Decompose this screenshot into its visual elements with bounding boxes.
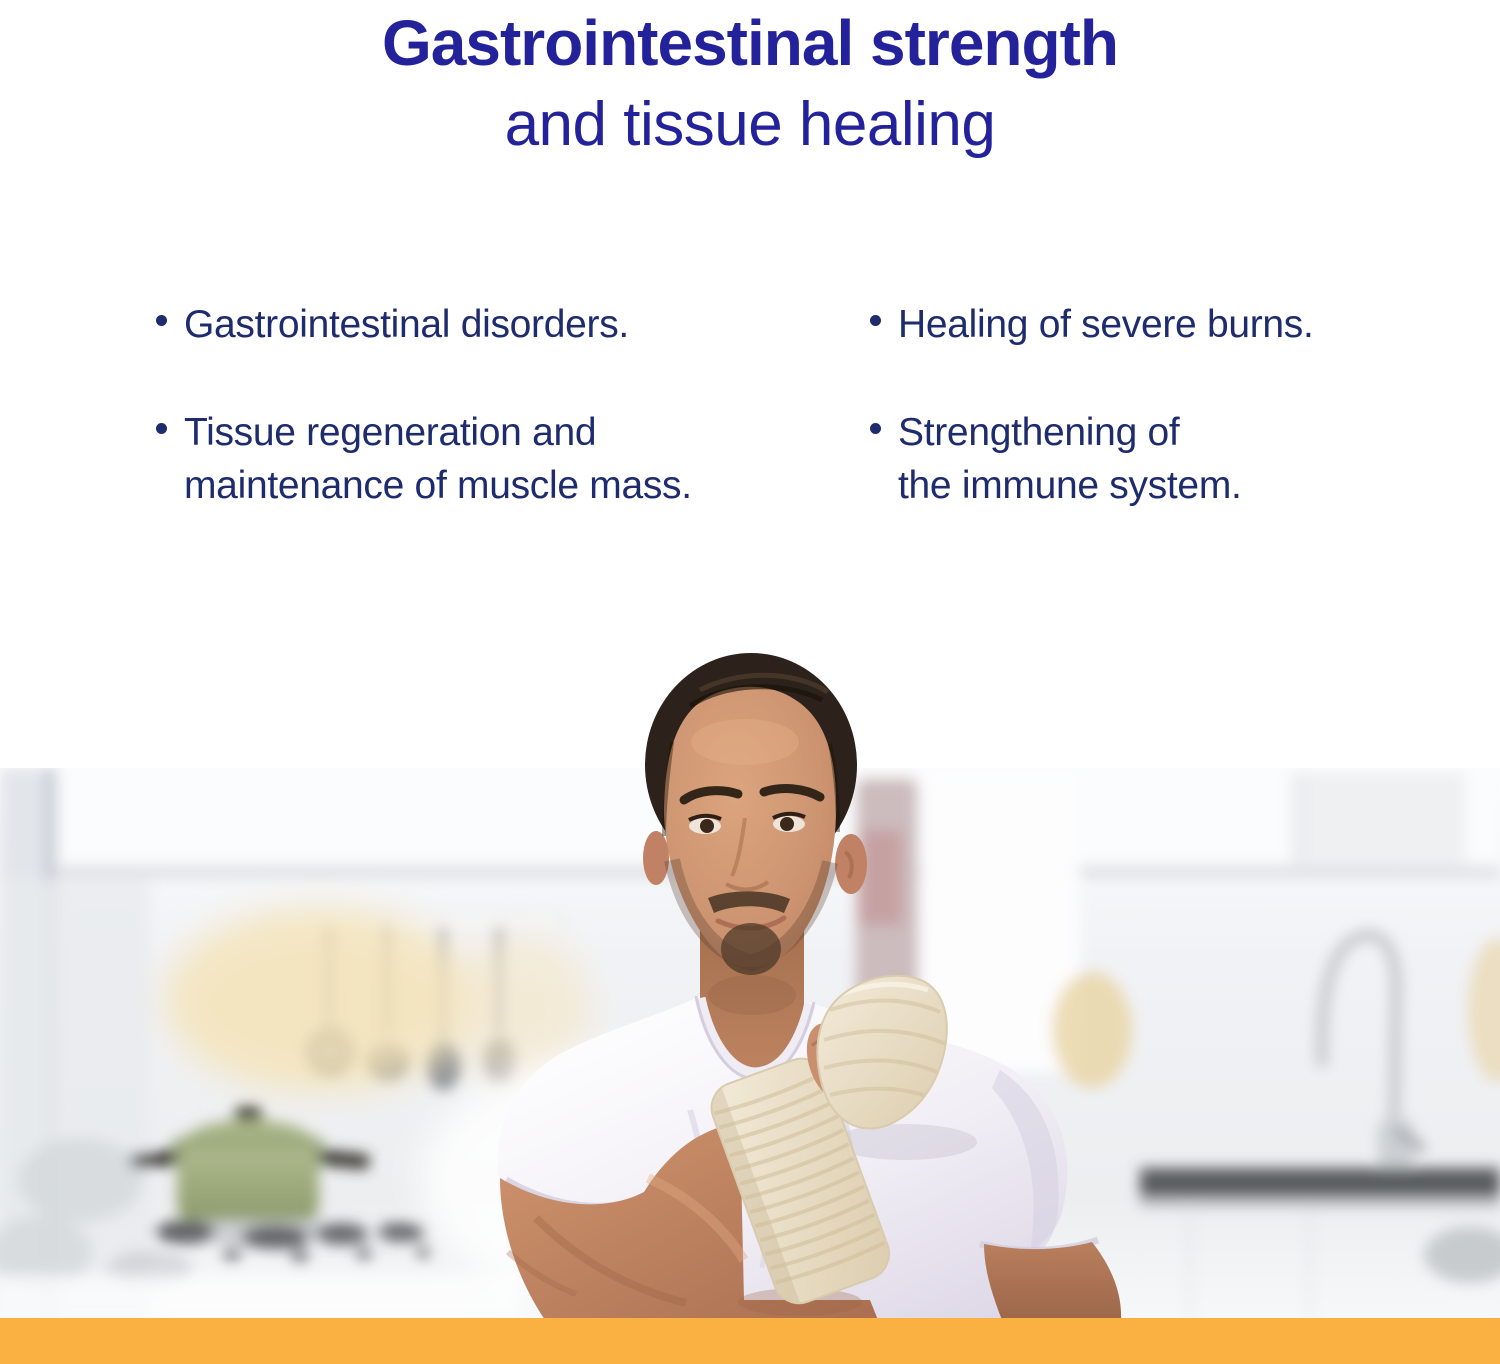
sink-counter-edge bbox=[1140, 1168, 1500, 1198]
benefit-text bbox=[898, 406, 1242, 512]
benefit-item bbox=[156, 298, 776, 351]
blurred-jar bbox=[1052, 972, 1132, 1088]
bullet-dot-icon bbox=[156, 423, 167, 434]
title-line-1: Gastrointestinal strength bbox=[382, 7, 1118, 79]
benefit-text bbox=[898, 298, 1314, 351]
accent-bar bbox=[0, 1318, 1500, 1364]
benefit-line: the immune system. bbox=[898, 464, 1242, 507]
benefit-line: Strengthening of bbox=[898, 411, 1180, 454]
benefit-item bbox=[156, 406, 776, 512]
left-ear bbox=[643, 831, 669, 885]
benefit-text bbox=[184, 298, 629, 351]
bullet-dot-icon bbox=[870, 423, 881, 434]
bullet-dot-icon bbox=[870, 315, 881, 326]
title-line-2: and tissue healing bbox=[504, 90, 996, 159]
benefit-item bbox=[870, 298, 1490, 351]
benefit-text bbox=[184, 406, 692, 512]
benefit-line: maintenance of muscle mass. bbox=[184, 464, 692, 507]
benefits-column-left bbox=[156, 298, 776, 512]
benefit-item bbox=[870, 406, 1490, 512]
product-photo bbox=[0, 600, 1500, 1364]
benefit-line: Gastrointestinal disorders. bbox=[184, 303, 629, 346]
benefit-line: Tissue regeneration and bbox=[184, 411, 597, 454]
warm-light-glow bbox=[165, 908, 475, 1092]
benefits-column-right bbox=[870, 298, 1490, 512]
benefit-line: Healing of severe burns. bbox=[898, 303, 1314, 346]
benefits-section bbox=[0, 0, 1500, 620]
bullet-dot-icon bbox=[156, 315, 167, 326]
